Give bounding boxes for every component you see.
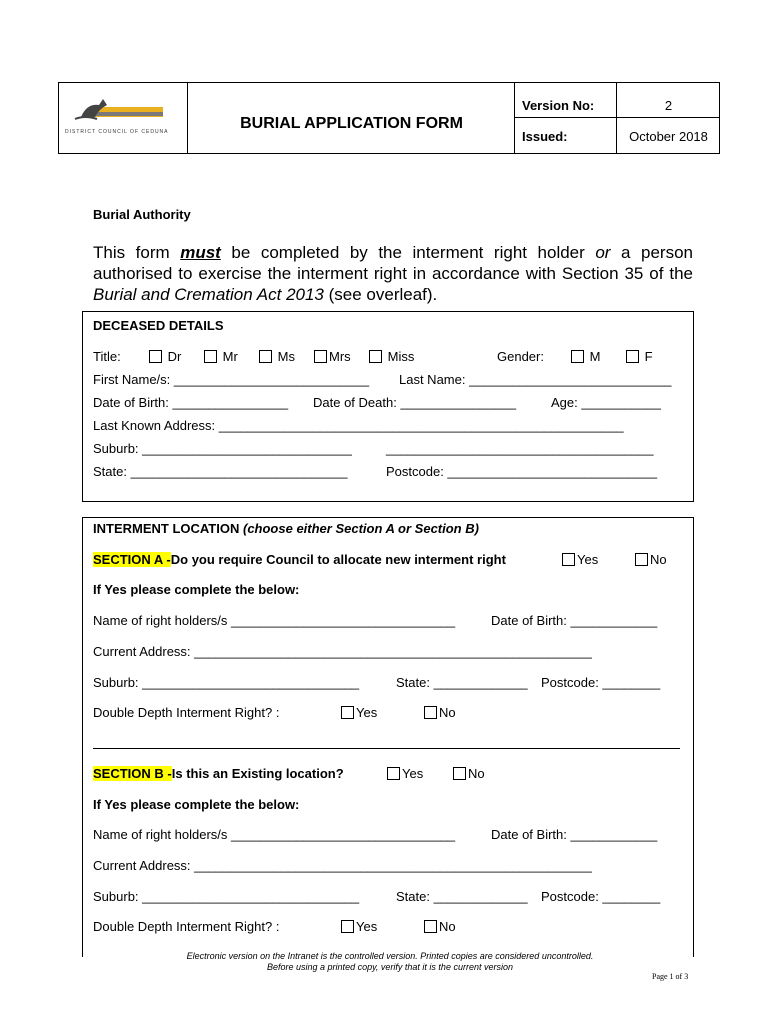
section-b-address-field[interactable]: Current Address: _______________________________________________________ [93,858,592,873]
section-a-double-depth-no[interactable]: No [424,705,456,720]
section-a-tag: SECTION A - [93,552,171,567]
section-a-question: SECTION A -Do you require Council to allocate new interment right [93,552,506,567]
section-b-double-depth-yes[interactable]: Yes [341,919,377,934]
section-b-double-depth-label: Double Depth Interment Right? : [93,919,280,934]
checkbox[interactable] [424,706,437,719]
last-known-address-field[interactable]: Last Known Address: ________________________________________________________ [93,418,624,433]
section-b-tag: SECTION B - [93,766,172,781]
date-of-death-field[interactable]: Date of Death: ________________ [313,395,517,410]
first-name-field[interactable]: First Name/s: ___________________________ [93,372,370,387]
title-option-mr[interactable]: Mr [204,349,238,364]
footer-line-1: Electronic version on the Intranet is the controlled version. Printed copies are considered uncontrolled. [186,951,594,961]
page-number: Page 1 of 3 [652,972,689,981]
title-row [93,349,653,364]
footer-disclaimer [80,951,700,973]
checkbox[interactable] [204,350,217,363]
section-a-postcode-field[interactable]: Postcode: ________ [541,675,661,690]
section-a-yes[interactable]: Yes [562,552,598,567]
gender-option-m[interactable]: M [571,349,600,364]
checkbox[interactable] [314,350,327,363]
section-a-if-yes: If Yes please complete the below: [93,582,300,597]
section-b-postcode-field[interactable]: Postcode: ________ [541,889,661,904]
version-value: 2 [664,98,673,113]
section-a-state-field[interactable]: State: _____________ [396,675,528,690]
form-title: BURIAL APPLICATION FORM [240,115,463,132]
checkbox[interactable] [453,767,466,780]
checkbox[interactable] [626,350,639,363]
logo-org-text: DISTRICT COUNCIL OF CEDUNA [65,129,169,135]
checkbox[interactable] [424,920,437,933]
section-b-holder-dob-field[interactable]: Date of Birth: ____________ [491,827,658,842]
section-b-no[interactable]: No [453,766,485,781]
postcode-field[interactable]: Postcode: _____________________________ [386,464,658,479]
deceased-heading: DECEASED DETAILS [93,318,224,333]
section-b-suburb-field[interactable]: Suburb: ______________________________ [93,889,360,904]
footer-line-2: Before using a printed copy, verify that it is the current version [267,962,513,972]
issued-label: Issued: [522,129,568,144]
checkbox[interactable] [571,350,584,363]
section-a-no[interactable]: No [635,552,667,567]
age-field[interactable]: Age: ___________ [551,395,661,410]
suburb-field[interactable]: Suburb: _____________________________ [93,441,352,456]
section-b-if-yes: If Yes please complete the below: [93,797,300,812]
title-option-dr[interactable]: Dr [149,349,181,364]
checkbox[interactable] [369,350,382,363]
last-name-field[interactable]: Last Name: ____________________________ [399,372,672,387]
title-option-ms[interactable]: Ms [259,349,295,364]
section-a-holders-field[interactable]: Name of right holders/s _______________________________ [93,613,456,628]
title-option-miss[interactable]: Miss [369,349,414,364]
section-a-double-depth-yes[interactable]: Yes [341,705,377,720]
section-b-holders-field[interactable]: Name of right holders/s _______________________________ [93,827,456,842]
section-a-holder-dob-field[interactable]: Date of Birth: ____________ [491,613,658,628]
title-label: Title: [93,349,121,364]
title-option-mrs[interactable]: Mrs [314,349,351,364]
section-b-state-field[interactable]: State: _____________ [396,889,528,904]
intro-paragraph: This form must be completed by the interment right holder or a person authorised to exercise the interment right in accordance with Section 35 of the Burial and Cremation Act 2013 (see overleaf). [93,243,693,304]
section-a-address-field[interactable]: Current Address: _______________________________________________________ [93,644,592,659]
gender-label: Gender: [497,349,544,364]
header-table [58,82,720,154]
checkbox[interactable] [341,920,354,933]
suburb-extra-field[interactable]: _____________________________________ [386,441,654,456]
section-b-question: SECTION B -Is this an Existing location? [93,766,344,781]
date-of-birth-field[interactable]: Date of Birth: ________________ [93,395,289,410]
section-divider [93,748,680,749]
issued-value: October 2018 [629,129,708,144]
checkbox[interactable] [562,553,575,566]
checkbox[interactable] [387,767,400,780]
version-label: Version No: [522,98,595,113]
checkbox[interactable] [149,350,162,363]
checkbox[interactable] [341,706,354,719]
checkbox[interactable] [635,553,648,566]
checkbox[interactable] [259,350,272,363]
section-b-double-depth-no[interactable]: No [424,919,456,934]
gender-option-f[interactable]: F [626,349,653,364]
state-field[interactable]: State: ______________________________ [93,464,348,479]
burial-authority: Burial Authority [93,207,191,222]
interment-heading: INTERMENT LOCATION (choose either Section A or Section B) [93,521,479,536]
section-b-yes[interactable]: Yes [387,766,423,781]
section-a-suburb-field[interactable]: Suburb: ______________________________ [93,675,360,690]
section-a-double-depth-label: Double Depth Interment Right? : [93,705,280,720]
